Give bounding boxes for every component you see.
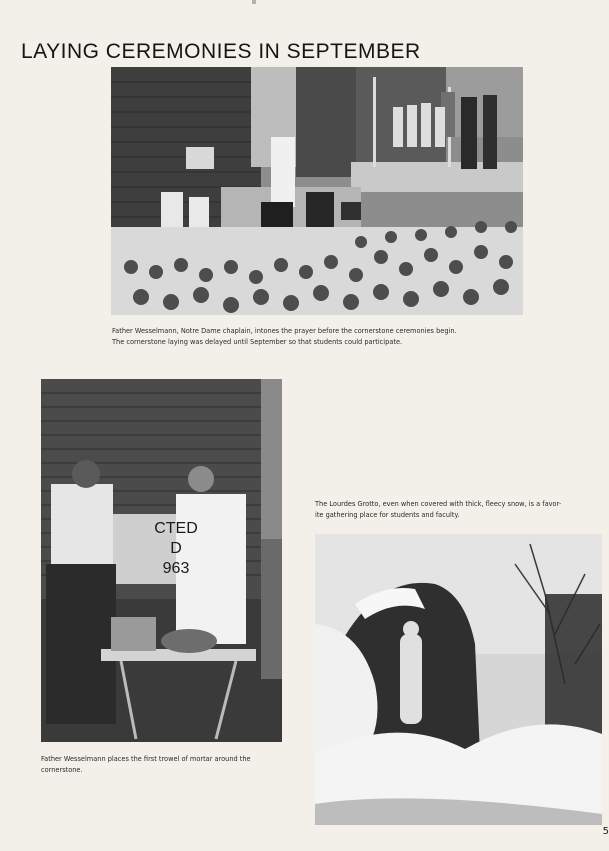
ceremony-caption-line1: Father Wesselmann, Notre Dame chaplain, intones the prayer before the cornerstone ceremonies begin. — [112, 327, 457, 335]
cornerstone-caption — [41, 754, 291, 776]
ceremony-photo — [111, 67, 523, 315]
grotto-caption — [315, 499, 609, 521]
ceremony-caption-line2: The cornerstone laying was delayed until September so that students could participate. — [112, 338, 403, 346]
cornerstone-text-line1: CTED — [154, 520, 198, 537]
cornerstone-text-line2: D — [170, 540, 182, 557]
page-title: LAYING CEREMONIES IN SEPTEMBER — [21, 40, 421, 64]
cornerstone-inscription — [131, 519, 221, 579]
cornerstone-caption-line1: Father Wesselmann places the first trowel of mortar around the — [41, 755, 251, 763]
page-number: 5 — [602, 826, 609, 837]
cornerstone-text-line3: 963 — [162, 560, 190, 577]
grotto-caption-line2: ite gathering place for students and faculty. — [315, 511, 460, 519]
paper-speck — [252, 0, 256, 4]
cornerstone-photo — [41, 379, 282, 742]
ceremony-caption — [112, 326, 532, 348]
cornerstone-caption-line2: cornerstone. — [41, 766, 83, 774]
grotto-photo — [315, 534, 602, 825]
grotto-caption-line1: The Lourdes Grotto, even when covered with thick, fleecy snow, is a favor- — [315, 500, 562, 508]
